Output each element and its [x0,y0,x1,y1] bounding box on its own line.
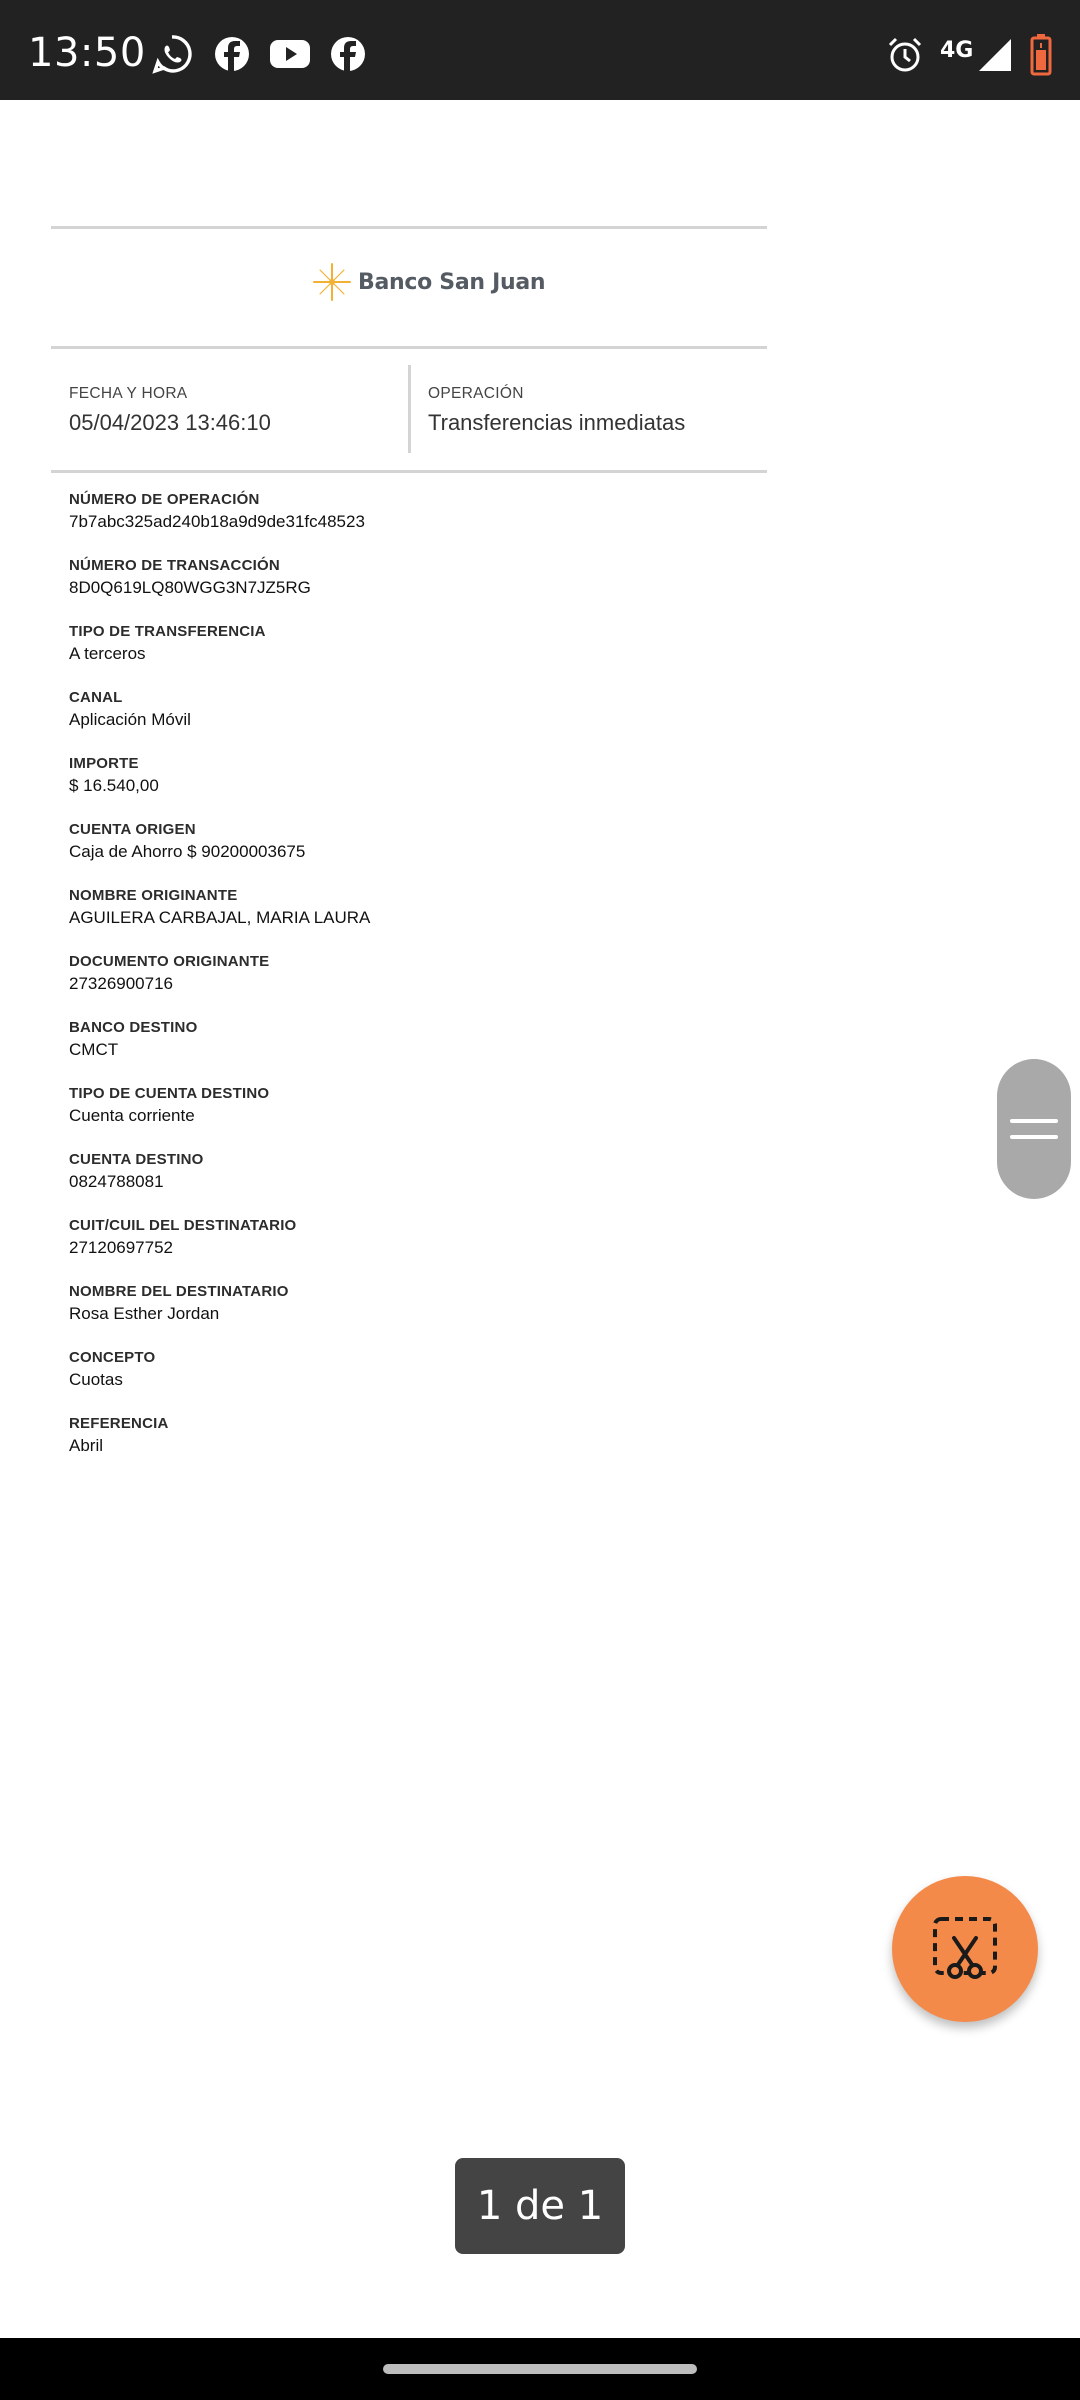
signal-icon [978,38,1012,72]
field-value: A terceros [69,644,146,663]
operation-label: OPERACIÓN [428,385,524,402]
field-value: Rosa Esther Jordan [69,1304,220,1323]
field-tipo-cuenta-destino [69,1084,669,1150]
field-documento-originante [69,952,669,1018]
field-label: CUENTA ORIGEN [69,821,196,838]
status-bar [0,0,1080,100]
navigation-bar [0,2338,1080,2400]
field-value: Aplicación Móvil [69,710,191,729]
field-label: REFERENCIA [69,1415,169,1432]
field-label: CONCEPTO [69,1349,156,1366]
field-importe [69,754,669,820]
field-banco-destino [69,1018,669,1084]
field-nombre-originante [69,886,669,952]
field-concepto [69,1348,669,1414]
home-gesture-handle[interactable] [383,2364,697,2374]
field-value: CMCT [69,1040,119,1059]
field-label: CUENTA DESTINO [69,1151,204,1168]
field-label: CUIT/CUIL DEL DESTINATARIO [69,1217,297,1234]
top-divider [51,226,767,229]
field-value: Cuenta corriente [69,1106,195,1125]
field-label: TIPO DE TRANSFERENCIA [69,623,266,640]
field-numero-transaccion [69,556,669,622]
date-label: FECHA Y HORA [69,385,188,402]
field-value: Abril [69,1436,104,1455]
field-label: DOCUMENTO ORIGINANTE [69,953,270,970]
meta-vertical-divider [408,365,411,453]
field-label: BANCO DESTINO [69,1019,198,1036]
field-value: $ 16.540,00 [69,776,159,795]
page-indicator: 1 de 1 [455,2158,625,2254]
field-value: 0824788081 [69,1172,164,1191]
bank-name: Banco San Juan [358,269,546,295]
field-canal [69,688,669,754]
field-nombre-destinatario [69,1282,669,1348]
field-label: NÚMERO DE OPERACIÓN [69,491,260,508]
operation-value: Transferencias inmediatas [428,410,686,435]
battery-icon [1030,34,1052,76]
field-value: 8D0Q619LQ80WGG3N7JZ5RG [69,578,311,597]
field-value: AGUILERA CARBAJAL, MARIA LAURA [69,908,371,927]
header-divider [51,346,767,349]
status-time: 13:50 [28,30,146,76]
network-type: 4G [940,38,974,63]
fast-scroll-handle[interactable] [997,1059,1071,1199]
field-cuenta-destino [69,1150,669,1216]
alarm-icon [886,36,924,74]
receipt-fields [69,490,669,1480]
field-cuenta-origen [69,820,669,886]
field-value: Cuotas [69,1370,123,1389]
field-value: 27326900716 [69,974,174,993]
field-label: CANAL [69,689,123,706]
meta-divider [51,470,767,473]
facebook-icon [328,34,368,74]
star-logo-icon [312,262,352,302]
field-label: NOMBRE ORIGINANTE [69,887,238,904]
field-value: 27120697752 [69,1238,174,1257]
screenshot-crop-button[interactable] [892,1876,1038,2022]
facebook-icon [212,34,252,74]
field-label: NOMBRE DEL DESTINATARIO [69,1283,289,1300]
field-cuit-destinatario [69,1216,669,1282]
field-label: IMPORTE [69,755,139,772]
field-label: NÚMERO DE TRANSACCIÓN [69,557,280,574]
whatsapp-icon [152,34,192,74]
field-value: Caja de Ahorro $ 90200003675 [69,842,306,861]
field-referencia [69,1414,669,1480]
field-label: TIPO DE CUENTA DESTINO [69,1085,270,1102]
date-value: 05/04/2023 13:46:10 [69,410,271,435]
bank-logo [312,262,545,302]
youtube-icon [269,34,311,74]
field-numero-operacion [69,490,669,556]
field-tipo-transferencia [69,622,669,688]
field-value: 7b7abc325ad240b18a9d9de31fc48523 [69,512,365,531]
screenshot-crop-icon [892,1876,1038,2022]
